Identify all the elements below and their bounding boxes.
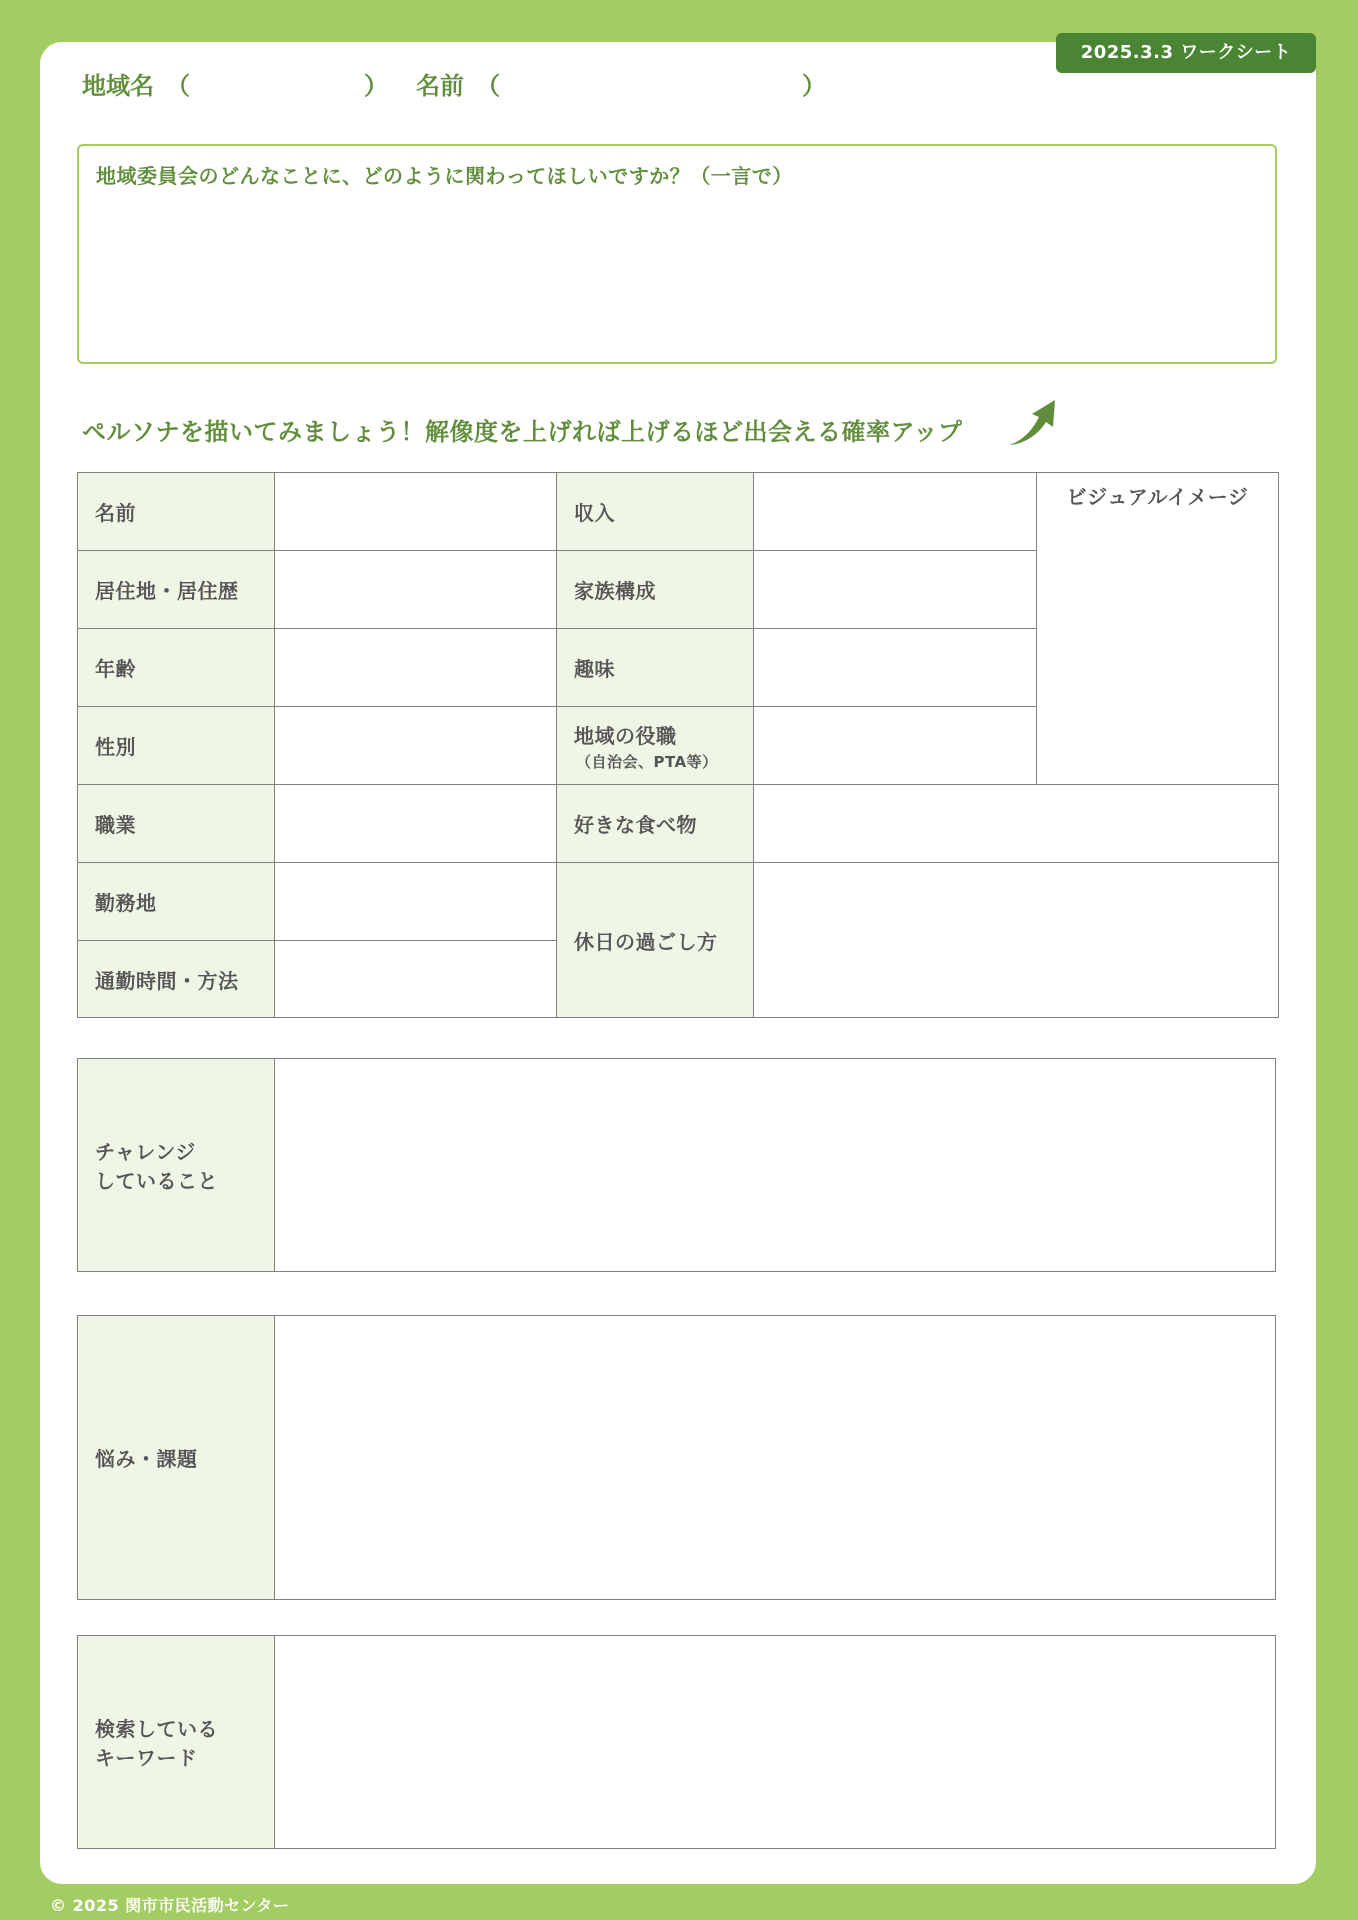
input-income[interactable]	[754, 473, 1037, 551]
copyright: © 2025 関市市民活動センター	[50, 1896, 290, 1915]
question-box[interactable]	[77, 144, 1277, 364]
input-occupation[interactable]	[275, 785, 557, 863]
input-holiday[interactable]	[754, 863, 1279, 1018]
label-commute: 通勤時間・方法	[78, 941, 275, 1018]
name-open-paren: （	[476, 72, 500, 100]
label-favorite-food: 好きな食べ物	[557, 785, 754, 863]
input-name[interactable]	[275, 473, 557, 551]
label-local-role	[557, 707, 754, 785]
challenge-line2: していること	[95, 1169, 218, 1193]
keywords-line2: キーワード	[95, 1746, 198, 1770]
label-residence: 居住地・居住歴	[78, 551, 275, 629]
label-challenge	[78, 1059, 275, 1272]
label-income: 収入	[557, 473, 754, 551]
keywords-table	[77, 1635, 1276, 1849]
name-field[interactable]	[500, 62, 798, 98]
input-worries[interactable]	[275, 1316, 1276, 1600]
input-keywords[interactable]	[275, 1636, 1276, 1849]
label-worries: 悩み・課題	[78, 1316, 275, 1600]
date-badge: 2025.3.3 ワークシート	[1056, 33, 1316, 73]
input-local-role[interactable]	[754, 707, 1037, 785]
label-name: 名前	[78, 473, 275, 551]
label-family: 家族構成	[557, 551, 754, 629]
input-gender[interactable]	[275, 707, 557, 785]
label-occupation: 職業	[78, 785, 275, 863]
label-keywords	[78, 1636, 275, 1849]
label-gender: 性別	[78, 707, 275, 785]
input-family[interactable]	[754, 551, 1037, 629]
input-hobby[interactable]	[754, 629, 1037, 707]
input-favorite-food[interactable]	[754, 785, 1279, 863]
question-text: 地域委員会のどんなことに、どのように関わってほしいですか？（一言で）	[96, 164, 793, 188]
region-open-paren: （	[166, 72, 190, 100]
label-hobby: 趣味	[557, 629, 754, 707]
local-role-note: （自治会、PTA等）	[576, 752, 718, 771]
input-residence[interactable]	[275, 551, 557, 629]
region-close-paren: ）	[364, 72, 388, 100]
name-close-paren: ）	[802, 72, 826, 100]
challenge-line1: チャレンジ	[95, 1140, 196, 1164]
challenge-table	[77, 1058, 1276, 1272]
input-age[interactable]	[275, 629, 557, 707]
input-commute[interactable]	[275, 941, 557, 1018]
worries-table	[77, 1315, 1276, 1600]
input-workplace[interactable]	[275, 863, 557, 941]
local-role-text: 地域の役職	[574, 723, 677, 748]
name-label: 名前	[416, 72, 464, 100]
visual-image-label: ビジュアルイメージ	[1066, 485, 1249, 509]
visual-image-box[interactable]	[1037, 473, 1279, 785]
label-age: 年齢	[78, 629, 275, 707]
region-field[interactable]	[190, 62, 360, 98]
persona-heading: ペルソナを描いてみましょう！解像度を上げれば上げるほど出会える確率アップ	[82, 418, 963, 446]
keywords-line1: 検索している	[95, 1717, 218, 1741]
label-workplace: 勤務地	[78, 863, 275, 941]
arrow-up-right-icon	[1006, 397, 1058, 449]
label-holiday: 休日の過ごし方	[557, 863, 754, 1018]
region-label: 地域名	[82, 72, 154, 100]
input-challenge[interactable]	[275, 1059, 1276, 1272]
persona-table	[77, 472, 1279, 1018]
